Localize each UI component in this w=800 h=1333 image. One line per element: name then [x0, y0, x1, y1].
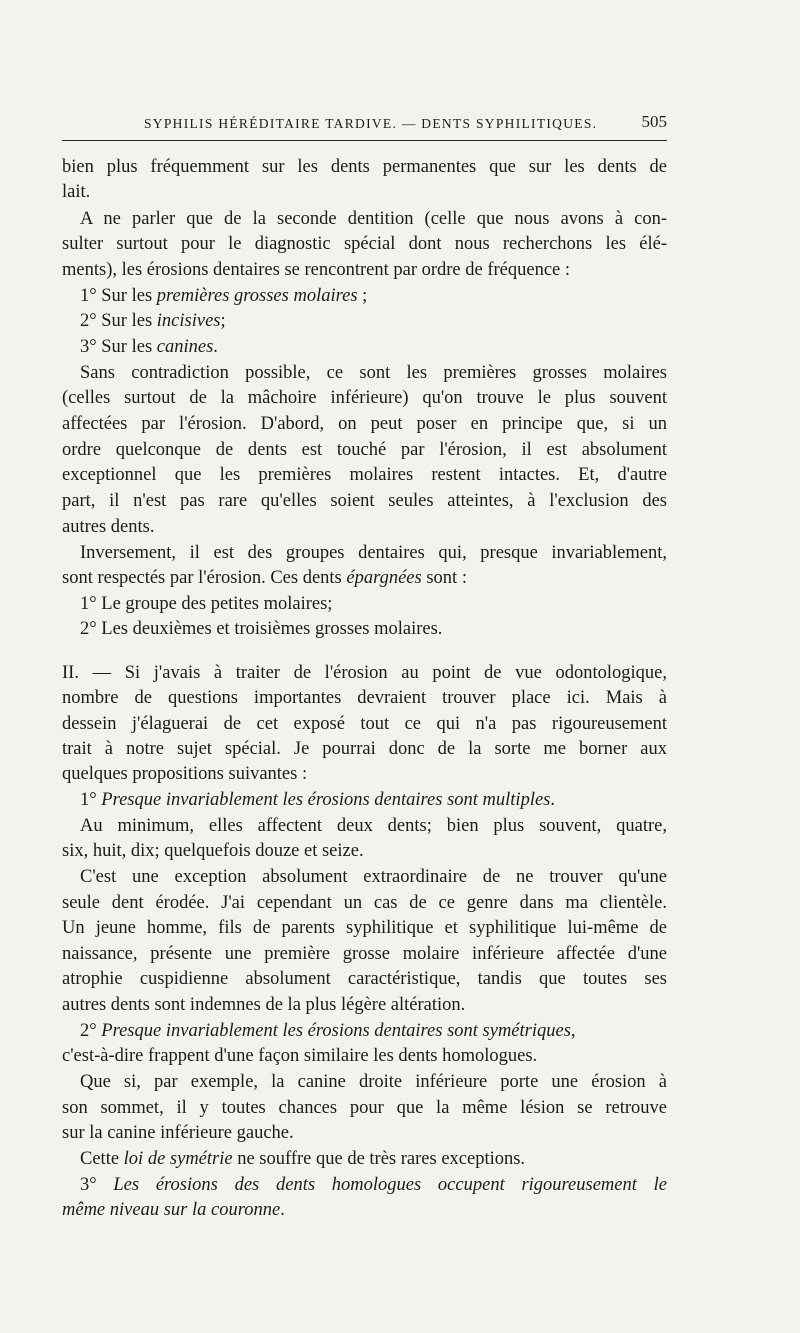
list-item: 2° Sur les incisives;: [80, 311, 226, 331]
text-line: ordre quelconque de dents est touché par l'érosion, il est absolument: [62, 440, 667, 460]
text-line: naissance, présente une première grosse molaire inférieure affectée d'une: [62, 944, 667, 964]
text-line: autres dents.: [62, 517, 155, 537]
text-line: Sans contradiction possible, ce sont les premières grosses molaires: [80, 363, 667, 383]
text-line: lait.: [62, 182, 91, 202]
proposition-heading: 1° Presque invariablement les érosions dentaires sont multiples.: [80, 790, 555, 810]
text-line: A ne parler que de la seconde dentition (celle que nous avons à con-: [80, 209, 667, 229]
text-line: sur la canine inférieure gauche.: [62, 1123, 294, 1143]
running-title: SYPHILIS HÉRÉDITAIRE TARDIVE. — DENTS SYPHILITIQUES.: [144, 116, 598, 131]
header-rule: [62, 140, 667, 141]
text-line: quelques propositions suivantes :: [62, 764, 308, 784]
text-line: C'est une exception absolument extraordinaire de ne trouver qu'une: [80, 867, 667, 887]
text-line: part, il n'est pas rare qu'elles soient seules atteintes, à l'exclusion des: [62, 491, 667, 511]
list-item: 1° Sur les premières grosses molaires ;: [80, 286, 368, 306]
text-line: c'est-à-dire frappent d'une façon similaire les dents homologues.: [62, 1046, 538, 1066]
text-line: seule dent érodée. J'ai cependant un cas de ce genre dans ma clientèle.: [62, 893, 667, 913]
text-line: même niveau sur la couronne.: [62, 1200, 285, 1220]
text-line: son sommet, il y toutes chances pour que la même lésion se retrouve: [62, 1098, 667, 1118]
text-line: nombre de questions importantes devraient trouver place ici. Mais à: [62, 688, 667, 708]
text-line: Au minimum, elles affectent deux dents; bien plus souvent, quatre,: [80, 816, 667, 836]
text-line: exceptionnel que les premières molaires restent intactes. Et, d'autre: [62, 465, 667, 485]
list-item: 3° Sur les canines.: [80, 337, 218, 357]
text-line: bien plus fréquemment sur les dents permanentes que sur les dents de: [62, 157, 667, 177]
text-line: dessein j'élaguerai de cet exposé tout ce qui n'a pas rigoureusement: [62, 714, 667, 734]
text-line: II. — Si j'avais à traiter de l'érosion au point de vue odontologique,: [62, 663, 667, 683]
text-line: Un jeune homme, fils de parents syphilitique et syphilitique lui-même de: [62, 918, 667, 938]
text-line: Que si, par exemple, la canine droite inférieure porte une érosion à: [80, 1072, 667, 1092]
text-line: sont respectés par l'érosion. Ces dents épargnées sont :: [62, 568, 467, 588]
text-line: ments), les érosions dentaires se rencontrent par ordre de fréquence :: [62, 260, 571, 280]
text-line: affectées par l'érosion. D'abord, on peut poser en principe que, si un: [62, 414, 667, 434]
page-number: 505: [641, 112, 667, 131]
list-item: 1° Le groupe des petites molaires;: [80, 594, 333, 614]
proposition-heading: 3° Les érosions des dents homologues occupent rigoureusement le: [80, 1175, 667, 1195]
list-item: 2° Les deuxièmes et troisièmes grosses molaires.: [80, 619, 443, 639]
text-line: six, huit, dix; quelquefois douze et seize.: [62, 841, 364, 861]
text-line: sulter surtout pour le diagnostic spécial dont nous recherchons les élé-: [62, 234, 667, 254]
proposition-heading: 2° Presque invariablement les érosions dentaires sont symétriques,: [80, 1021, 576, 1041]
text-line: Cette loi de symétrie ne souffre que de très rares exceptions.: [80, 1149, 526, 1169]
text-line: (celles surtout de la mâchoire inférieure) qu'on trouve le plus souvent: [62, 388, 667, 408]
running-head: [62, 112, 667, 134]
text-line: autres dents sont indemnes de la plus légère altération.: [62, 995, 466, 1015]
text-line: trait à notre sujet spécial. Je pourrai donc de la sorte me borner aux: [62, 739, 667, 759]
text-line: atrophie cuspidienne absolument caractéristique, tandis que toutes ses: [62, 969, 667, 989]
text-line: Inversement, il est des groupes dentaires qui, presque invariablement,: [80, 543, 667, 563]
